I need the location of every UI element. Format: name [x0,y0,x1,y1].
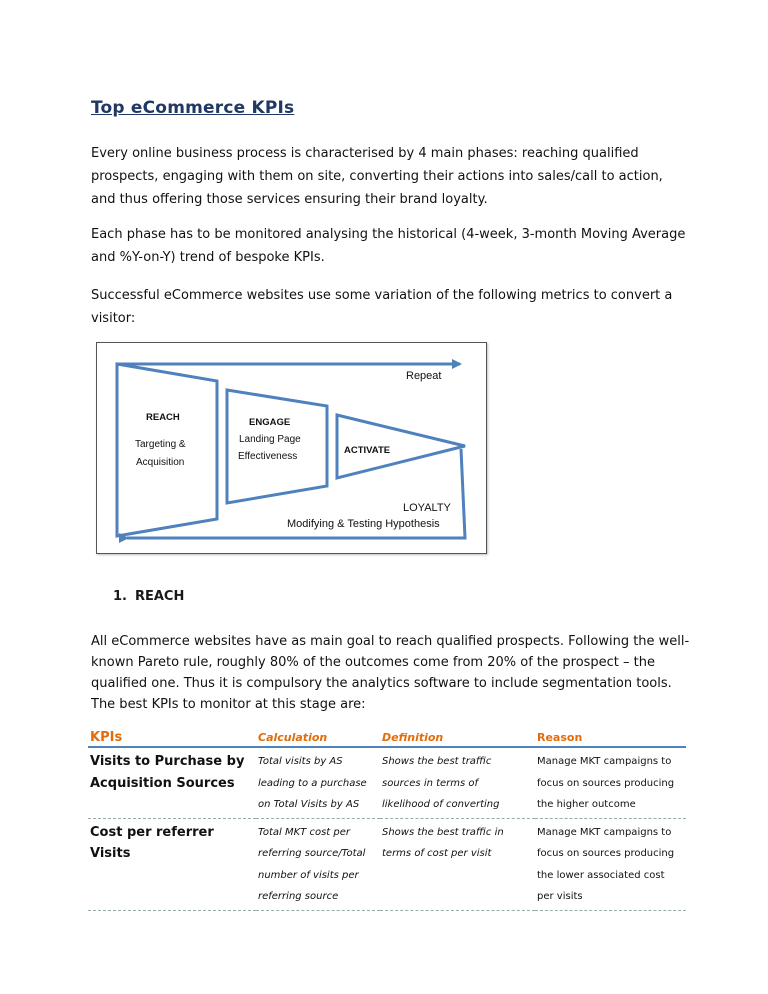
metrics-paragraph: Successful eCommerce websites use some variation of the following metrics to convert a visitor: [91,288,673,326]
reason-cell: Manage MKT campaigns to focus on sources producing the higher outcome [535,747,686,818]
reach-sub-1: Targeting & [135,439,186,450]
reach-paragraph: All eCommerce websites have as main goal to reach qualified prospects. Following the well-known Pareto rule, roughly 80% of the outcomes come from 20% of the prospect – the qualified one. Thus it is compulsory the analytics software to include segmentation tools. The best KPIs to monitor at this stage are: [91,634,690,712]
engage-sub-2: Effectiveness [238,451,298,462]
loyalty-label: LOYALTY [403,502,451,514]
definition-cell: Shows the best traffic in terms of cost per visit [380,818,535,910]
activate-label: ACTIVATE [344,445,391,456]
kpi-cell: Visits to Purchase by Acquisition Sources [88,747,256,818]
funnel-diagram [96,342,487,554]
reason-cell: Manage MKT campaigns to focus on sources producing the lower associated cost per visits [535,818,686,910]
definition-cell: Shows the best traffic sources in terms of likelihood of converting [380,747,535,818]
header-definition: Definition [380,727,535,747]
page-title: Top eCommerce KPIs [91,98,295,118]
section-number: 1. [113,589,127,604]
reach-sub-2: Acquisition [136,457,185,468]
loyalty-sub-label: Modifying & Testing Hypothesis [287,518,440,530]
table-row [88,747,686,818]
repeat-label: Repeat [406,370,442,382]
calculation-cell: Total visits by AS leading to a purchase on Total Visits by AS [256,747,380,818]
monitoring-paragraph: Each phase has to be monitored analysing the historical (4-week, 3-month Moving Average and %Y-on-Y) trend of bespoke KPIs. [91,227,686,265]
kpi-cell: Cost per referrer Visits [88,818,256,910]
reach-label: REACH [146,412,180,423]
reach-shape [117,364,217,536]
section-title: REACH [134,589,185,604]
header-reason: Reason [535,727,686,747]
engage-sub-1: Landing Page [239,434,301,445]
header-kpis: KPIs [88,727,256,747]
engage-shape [227,390,327,503]
engage-label: ENGAGE [249,417,291,428]
kpi-table [88,727,686,911]
section-heading-reach [113,589,184,604]
intro-paragraph: Every online business process is characterised by 4 main phases: reaching qualified prospects, engaging with them on site, converting their actions into sales/call to action, and thus offering those services ensuring their brand loyalty. [91,146,663,207]
table-header-row [88,727,686,747]
calculation-cell: Total MKT cost per referring source/Total number of visits per referring source [256,818,380,910]
table-row [88,818,686,910]
header-calculation: Calculation [256,727,380,747]
